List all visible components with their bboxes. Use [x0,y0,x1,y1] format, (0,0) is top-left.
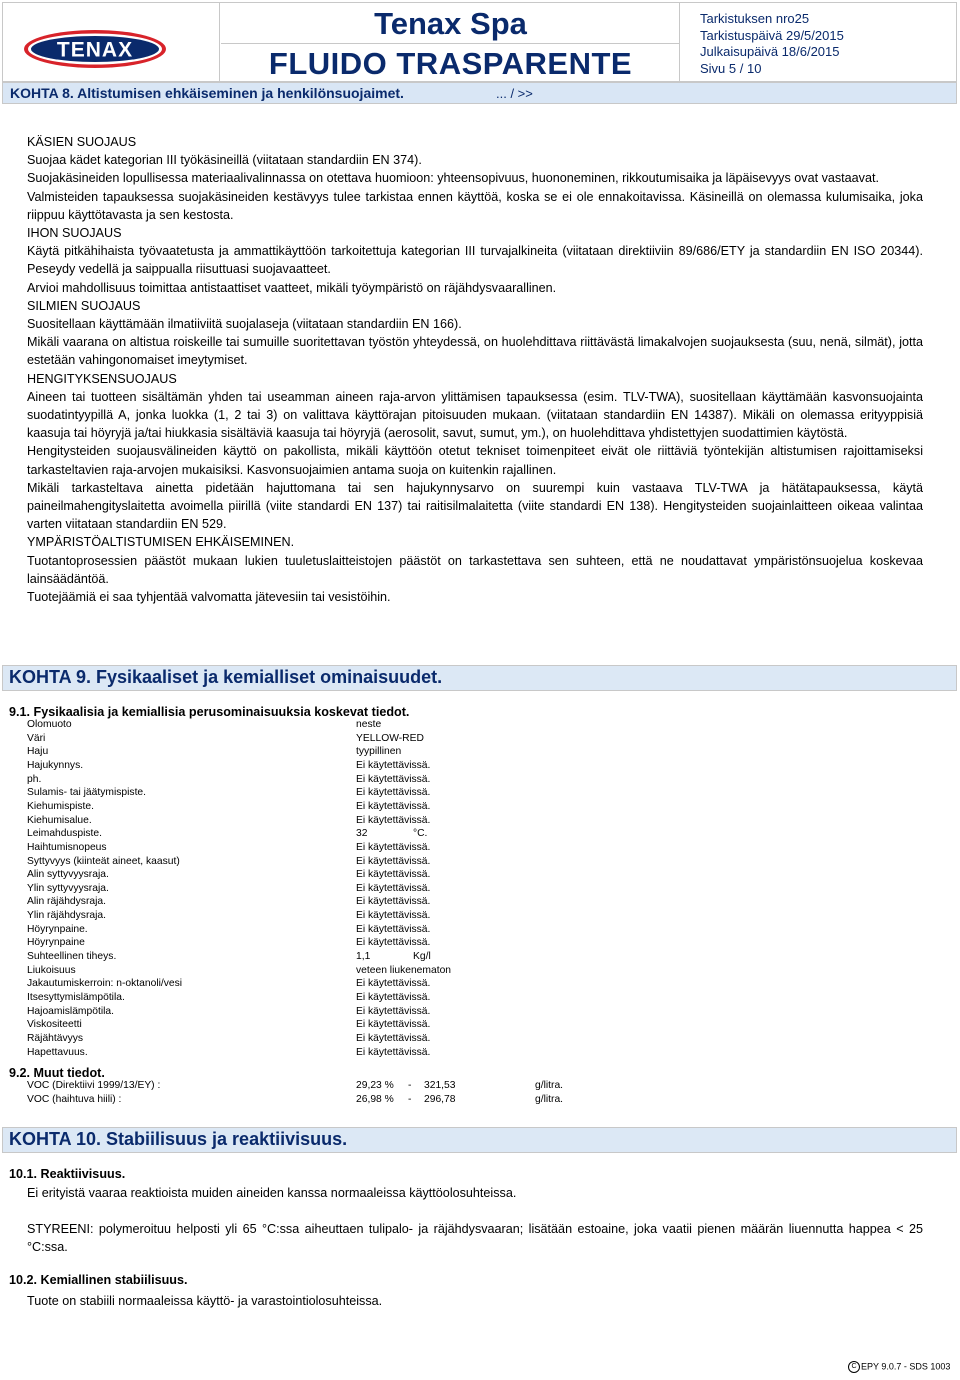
property-name: Jakautumiskerroin: n-oktanoli/vesi [27,978,183,990]
tenax-logo [23,29,167,69]
property-name: Alin syttyvyysraja. [27,869,109,881]
voc-dash: - [408,1080,412,1091]
paragraph: Tuotejäämiä ei saa tyhjentää valvomatta jätevesiin tai vesistöihin. [27,590,391,605]
stability-text: Tuote on stabiili normaaleissa käyttö- ja varastointiolosuhteissa. [27,1294,383,1308]
voc-unit: g/litra. [535,1093,564,1105]
subsection-10-2-title: 10.2. Kemiallinen stabiilisuus. [9,1273,188,1287]
section-10-title: KOHTA 10. Stabiilisuus ja reaktiivisuus. [9,1129,348,1149]
paragraph: Aineen tai tuotteen sisältämän yhden tai useamman aineen raja-arvon ylittämisen tapauksessa (esim. TLV-TWA), suositellaan käyttämään kasvonsuojainta suodatintyypillä A, jonka luokka (1, 2 tai 3) on valittava käyttörajan pitoisuuden mukaan. (viitataan standardiin EN 14387). Mikäli on olemassa erityyppisiä kaasuja tai höyryjä ja/tai hiukkasia sisältäviä kaasuja tai höyryjä (aerosolit, savut, sumut, ym.), on huolehdittava yhdistettyjen suodattimien käytöstä. [27,389,923,441]
property-name: Räjähtävyys [27,1032,84,1044]
property-value: neste [356,719,382,730]
revision-number: Tarkistuksen nro25 [700,11,810,26]
property-value: Ei käytettävissä. [356,1005,431,1017]
property-name: Sulamis- tai jäätymispiste. [27,787,147,799]
voc-unit: g/litra. [535,1080,564,1091]
property-value: Ei käytettävissä. [356,882,431,894]
property-name: Suhteellinen tiheys. [27,951,117,963]
paragraph: KÄSIEN SUOJAUS [27,135,137,149]
property-value: Ei käytettävissä. [356,923,431,935]
property-name: Viskositeetti [27,1019,82,1031]
property-value: Ei käytettävissä. [356,841,431,853]
property-value: Ei käytettävissä. [356,910,431,922]
property-name: Syttyvyys (kiinteät aineet, kaasut) [27,855,180,867]
property-value: Ei käytettävissä. [356,896,431,908]
section-10-header [2,1127,957,1153]
property-name: Ylin räjähdysraja. [27,910,106,922]
section-8-body [27,133,923,606]
property-value: 1,1 [356,951,371,963]
paragraph: Suojakäsineiden lopullisessa materiaalivalinnassa on otettava huomioon: yhteensopivuus, huononeminen, rikkoutumisaika ja läpäisevyys ovat vastaavat. [27,171,879,186]
logo-text: TENAX [56,38,134,62]
paragraph: Suojaa kädet kategorian III työkäsineillä (viitataan standardiin EN 374). [27,153,422,168]
page-number: Sivu 5 / 10 [700,60,762,76]
property-value: Ei käytettävissä. [356,787,431,799]
section-9-title: KOHTA 9. Fysikaaliset ja kemialliset ominaisuudet. [9,667,443,687]
voc-dash: - [408,1093,412,1105]
property-value: Ei käytettävissä. [356,1046,431,1058]
paragraph: IHON SUOJAUS [27,226,122,241]
property-name: Höyrynpaine [27,937,85,949]
footer-version [848,1361,950,1373]
property-unit: Kg/l [413,951,431,963]
property-value: YELLOW-RED [356,732,424,744]
property-value: Ei käytettävissä. [356,1019,431,1031]
property-value: veteen liukenematon [356,964,452,976]
property-name: Kiehumisalue. [27,814,92,826]
property-value: Ei käytettävissä. [356,869,431,881]
property-name: ph. [27,773,42,785]
section-9-header [2,665,957,691]
voc-pct: 26,98 % [356,1093,394,1105]
company-name: Tenax Spa [374,6,527,41]
document-header [2,2,957,82]
paragraph: Arvioi mahdollisuus toimittaa antistaattiset vaatteet, mikäli työympäristö on räjähdysvaarallinen. [27,280,557,295]
voc-val: 321,53 [424,1080,456,1091]
styrene-text: STYREENI: polymeroituu helposti yli 65 °C:ssa aiheuttaen tulipalo- ja räjähdysvaaran; lisätään estoaine, joka vaatii pienen määrän liuennutta happea < 25 °C:ssa. [27,1222,923,1255]
product-name: FLUIDO TRASPARENTE [268,46,633,81]
section-8-header [2,82,957,104]
property-value: Ei käytettävissä. [356,855,431,867]
property-value: Ei käytettävissä. [356,1032,431,1044]
property-name: Kiehumispiste. [27,800,94,812]
property-name: Leimahduspiste. [27,828,102,840]
property-name: Olomuoto [27,719,72,730]
paragraph: Mikäli vaarana on altistua roiskeille tai sumuille suoritettavan työstön yhteydessä, on huolehdittava riittävästä limakalvojen suojauksesta (suu, nenä, silmät), jotta estetään vahingonomaiset imeytymiset. [27,335,923,368]
paragraph: Valmisteiden tapauksessa suojakäsineiden kestävyys tulee tarkistaa ennen käyttöä, koska se ei ole ennakoitavissa. Käsineillä on olemassa kulumisaika, joka riippuu käyttötavasta ja sen kestosta. [27,189,923,222]
property-name: Liukoisuus [27,964,76,976]
voc-pct: 29,23 % [356,1080,394,1091]
property-name: Alin räjähdysraja. [27,896,106,908]
property-value: Ei käytettävissä. [356,978,431,990]
section-8-title: KOHTA 8. Altistumisen ehkäiseminen ja henkilönsuojaimet. [10,85,404,101]
property-name: Haihtumisnopeus [27,841,107,853]
property-value: Ei käytettävissä. [356,773,431,785]
property-name: Ylin syttyvyysraja. [27,882,109,894]
revision-info [700,11,844,77]
subsection-9-1-title: 9.1. Fysikaalisia ja kemiallisia perusominaisuuksia koskevat tiedot. [9,705,410,719]
property-unit: °C. [413,828,428,840]
paragraph: SILMIEN SUOJAUS [27,298,141,313]
paragraph: YMPÄRISTÖALTISTUMISEN EHKÄISEMINEN. [27,535,295,550]
property-value: Ei käytettävissä. [356,814,431,826]
paragraph: Suositellaan käyttämään ilmatiiviitä suojalaseja (viitataan standardiin EN 166). [27,317,462,332]
property-value: Ei käytettävissä. [356,937,431,949]
property-value: tyypillinen [356,746,402,758]
voc-val: 296,78 [424,1093,456,1105]
voc-name: VOC (Direktiivi 1999/13/EY) : [27,1080,161,1091]
paragraph: Käytä pitkähihaista työvaatetusta ja ammattikäyttöön tarkoitettuja kategorian III turvajalkineita (viitataan direktiiviin 89/686/ETY ja standardiin EN ISO 20344). Peseydy vedellä ja saippualla riisuttuasi suojavaatteet. [27,244,923,277]
property-value: 32 [356,828,368,840]
property-value: Ei käytettävissä. [356,759,431,771]
subsection-10-1-title: 10.1. Reaktiivisuus. [9,1167,126,1181]
property-name: Hajukynnys. [27,759,84,771]
footer-text: EPY 9.0.7 - SDS 1003 [861,1361,951,1372]
property-value: Ei käytettävissä. [356,800,431,812]
subsection-9-2-title: 9.2. Muut tiedot. [9,1066,105,1080]
property-name: Väri [27,732,46,744]
paragraph: Hengitysteiden suojausvälineiden käyttö on pakollista, mikäli käyttöön otetut tekniset toimenpiteet eivät ole riittäviä työntekijän altistumisen rajoittamiseksi tarkasteltavien raja-arvojen mukaisiksi. Kasvonsuojaimien antama suoja on kuitenkin rajallinen. [27,444,923,477]
reactivity-text: Ei erityistä vaaraa reaktioista muiden aineiden kanssa normaaleissa käyttöolosuhteissa. [27,1186,517,1200]
property-value: Ei käytettävissä. [356,992,431,1003]
property-name: Haju [27,746,49,758]
publish-date: Julkaisupäivä 18/6/2015 [700,44,840,59]
voc-name: VOC (haihtuva hiili) : [27,1093,122,1105]
property-name: Hapettavuus. [27,1046,88,1058]
paragraph: Mikäli tarkasteltava ainetta pidetään hajuttomana tai sen hajukynnysarvo on suurempi kuin vastaava TLV-TWA ja hätätapauksessa, käytä paineilmahengityslaitetta avoimella piirillä (viite standardi EN 137) tai raitisilmalaitetta (viite standardi EN 138). Hengitysteiden suojainlaitteen oikeaa valintaa varten viitataan standardiin EN 529. [27,480,923,532]
property-name: Höyrynpaine. [27,923,88,935]
property-name: Hajoamislämpötila. [27,1005,114,1017]
paragraph: Tuotantoprosessien päästöt mukaan lukien tuuletuslaitteistojen päästöt on tarkastettava sen suhteen, että ne noudattavat ympäristönsuojelua koskevaa lainsäädäntöä. [27,553,923,586]
copyright-icon: C [848,1361,860,1373]
paragraph: HENGITYKSENSUOJAUS [27,371,177,386]
revision-date: Tarkistuspäivä 29/5/2015 [700,27,844,43]
continued-marker: ... / >> [496,86,533,101]
property-name: Itsesyttymislämpötila. [27,992,125,1003]
